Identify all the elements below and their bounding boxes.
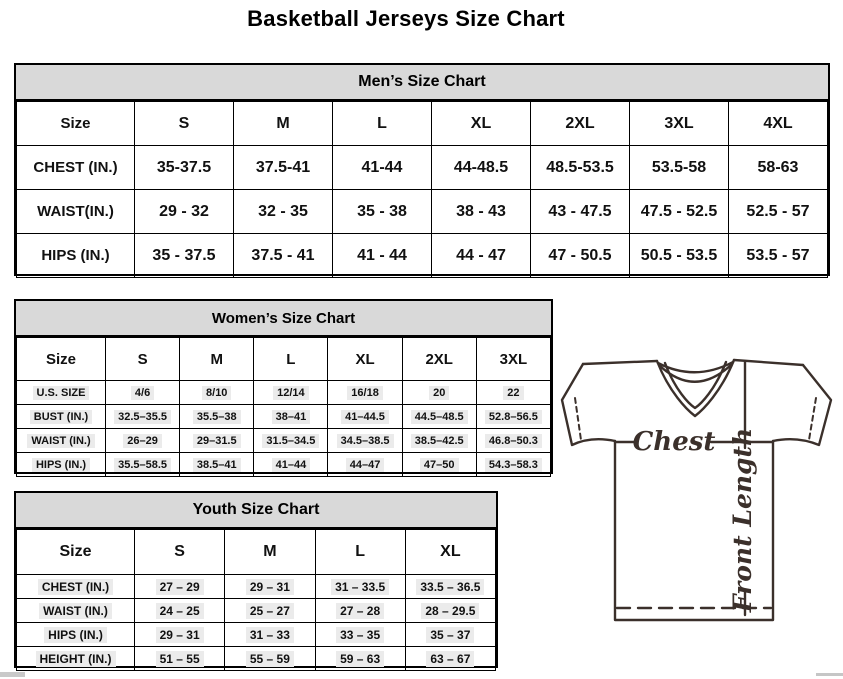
measurement-value-cell: 52.5 - 57 <box>729 190 828 234</box>
measurement-label-cell: U.S. SIZE <box>17 381 106 405</box>
measurement-value-cell: 41-44 <box>333 146 432 190</box>
measurement-value-cell: 16/18 <box>328 381 402 405</box>
measurement-label-cell: WAIST(IN.) <box>17 190 135 234</box>
measurement-value-cell: 53.5-58 <box>630 146 729 190</box>
size-column-header: 2XL <box>531 102 630 146</box>
measurement-row <box>17 599 496 623</box>
measurement-value-cell: 26–29 <box>106 429 180 453</box>
measurement-row <box>17 429 551 453</box>
measurement-value-cell: 33 – 35 <box>315 623 405 647</box>
measurement-value-cell: 47 - 50.5 <box>531 234 630 278</box>
measurement-value-cell: 38 - 43 <box>432 190 531 234</box>
measurement-value-cell: 59 – 63 <box>315 647 405 671</box>
measurement-value-cell: 47.5 - 52.5 <box>630 190 729 234</box>
measurement-value-cell: 41 - 44 <box>333 234 432 278</box>
measurement-label-cell: WAIST (IN.) <box>17 429 106 453</box>
measurement-value-cell: 34.5–38.5 <box>328 429 402 453</box>
measurement-value-cell: 25 – 27 <box>225 599 315 623</box>
measurement-value-cell: 29 – 31 <box>225 575 315 599</box>
measurement-value-cell: 54.3–58.3 <box>476 453 550 477</box>
womens-size-table <box>16 337 551 477</box>
measurement-label-cell: HIPS (IN.) <box>17 234 135 278</box>
measurement-value-cell: 35.5–58.5 <box>106 453 180 477</box>
womens-size-chart-section <box>14 299 553 474</box>
measurement-row <box>17 381 551 405</box>
measurement-value-cell: 52.8–56.5 <box>476 405 550 429</box>
size-column-header: S <box>135 530 225 575</box>
measurement-value-cell: 44-48.5 <box>432 146 531 190</box>
measurement-value-cell: 41–44.5 <box>328 405 402 429</box>
measurement-value-cell: 27 – 29 <box>135 575 225 599</box>
measurement-label-cell: HEIGHT (IN.) <box>17 647 135 671</box>
measurement-value-cell: 35.5–38 <box>180 405 254 429</box>
measurement-row <box>17 623 496 647</box>
cuff-seam-dashed-left <box>575 398 581 440</box>
measurement-value-cell: 38.5–41 <box>180 453 254 477</box>
measurement-value-cell: 44–47 <box>328 453 402 477</box>
size-column-header: XL <box>328 338 402 381</box>
measurement-value-cell: 12/14 <box>254 381 328 405</box>
measurement-value-cell: 53.5 - 57 <box>729 234 828 278</box>
scrollbar-fragment-right <box>816 673 843 676</box>
measurement-row <box>17 190 828 234</box>
measurement-value-cell: 31.5–34.5 <box>254 429 328 453</box>
measurement-value-cell: 27 – 28 <box>315 599 405 623</box>
measurement-value-cell: 51 – 55 <box>135 647 225 671</box>
measurement-label-cell: WAIST (IN.) <box>17 599 135 623</box>
youth-size-chart-title: Youth Size Chart <box>16 493 496 529</box>
measurement-value-cell: 4/6 <box>106 381 180 405</box>
measurement-value-cell: 29–31.5 <box>180 429 254 453</box>
size-column-header: 2XL <box>402 338 476 381</box>
measurement-value-cell: 35 – 37 <box>405 623 495 647</box>
measurement-label-cell: BUST (IN.) <box>17 405 106 429</box>
measurement-value-cell: 32 - 35 <box>234 190 333 234</box>
measurement-value-cell: 31 – 33.5 <box>315 575 405 599</box>
size-column-header: M <box>180 338 254 381</box>
size-column-header: XL <box>405 530 495 575</box>
size-column-header: L <box>254 338 328 381</box>
measurement-value-cell: 50.5 - 53.5 <box>630 234 729 278</box>
measurement-value-cell: 37.5-41 <box>234 146 333 190</box>
measurement-value-cell: 20 <box>402 381 476 405</box>
measurement-row <box>17 647 496 671</box>
measurement-value-cell: 44 - 47 <box>432 234 531 278</box>
measurement-value-cell: 35 - 38 <box>333 190 432 234</box>
measurement-value-cell: 32.5–35.5 <box>106 405 180 429</box>
size-column-header: S <box>106 338 180 381</box>
measurement-label-cell: CHEST (IN.) <box>17 575 135 599</box>
jersey-right-sleeve <box>773 365 831 445</box>
measurement-value-cell: 29 – 31 <box>135 623 225 647</box>
measurement-value-cell: 37.5 - 41 <box>234 234 333 278</box>
measurement-value-cell: 47–50 <box>402 453 476 477</box>
measurement-value-cell: 44.5–48.5 <box>402 405 476 429</box>
size-corner-header: Size <box>17 338 106 381</box>
size-column-header: XL <box>432 102 531 146</box>
measurement-row <box>17 405 551 429</box>
size-column-header: M <box>225 530 315 575</box>
chest-label: Chest <box>632 427 716 457</box>
measurement-value-cell: 24 – 25 <box>135 599 225 623</box>
size-column-header: L <box>315 530 405 575</box>
youth-size-chart-section <box>14 491 498 668</box>
jersey-left-sleeve <box>562 364 615 445</box>
size-header-row <box>17 338 551 381</box>
size-corner-header: Size <box>17 102 135 146</box>
jersey-diagram-svg <box>551 352 843 630</box>
measurement-row <box>17 234 828 278</box>
measurement-row <box>17 146 828 190</box>
jersey-measurement-diagram <box>551 352 843 630</box>
measurement-value-cell: 58-63 <box>729 146 828 190</box>
size-column-header: 4XL <box>729 102 828 146</box>
page-title: Basketball Jerseys Size Chart <box>247 6 565 31</box>
measurement-value-cell: 8/10 <box>180 381 254 405</box>
measurement-value-cell: 22 <box>476 381 550 405</box>
measurement-value-cell: 29 - 32 <box>135 190 234 234</box>
jersey-shoulders <box>583 360 803 365</box>
size-column-header: M <box>234 102 333 146</box>
measurement-value-cell: 38–41 <box>254 405 328 429</box>
size-header-row <box>17 102 828 146</box>
cuff-seam-dashed-right <box>809 398 816 440</box>
measurement-value-cell: 63 – 67 <box>405 647 495 671</box>
measurement-value-cell: 55 – 59 <box>225 647 315 671</box>
womens-size-chart-title: Women’s Size Chart <box>16 301 551 337</box>
mens-size-table <box>16 101 828 278</box>
size-column-header: S <box>135 102 234 146</box>
front-length-label: Front Length <box>728 427 757 613</box>
measurement-value-cell: 35 - 37.5 <box>135 234 234 278</box>
size-column-header: L <box>333 102 432 146</box>
mens-size-chart-section <box>14 63 830 276</box>
measurement-value-cell: 43 - 47.5 <box>531 190 630 234</box>
mens-size-chart-title: Men’s Size Chart <box>16 65 828 101</box>
measurement-value-cell: 41–44 <box>254 453 328 477</box>
measurement-value-cell: 35-37.5 <box>135 146 234 190</box>
measurement-label-cell: CHEST (IN.) <box>17 146 135 190</box>
measurement-value-cell: 48.5-53.5 <box>531 146 630 190</box>
measurement-value-cell: 31 – 33 <box>225 623 315 647</box>
size-corner-header: Size <box>17 530 135 575</box>
measurement-value-cell: 46.8–50.3 <box>476 429 550 453</box>
measurement-row <box>17 453 551 477</box>
measurement-label-cell: HIPS (IN.) <box>17 623 135 647</box>
measurement-row <box>17 575 496 599</box>
size-header-row <box>17 530 496 575</box>
size-column-header: 3XL <box>476 338 550 381</box>
measurement-value-cell: 38.5–42.5 <box>402 429 476 453</box>
measurement-label-cell: HIPS (IN.) <box>17 453 106 477</box>
scrollbar-fragment-left <box>0 672 25 677</box>
measurement-value-cell: 28 – 29.5 <box>405 599 495 623</box>
size-column-header: 3XL <box>630 102 729 146</box>
measurement-value-cell: 33.5 – 36.5 <box>405 575 495 599</box>
youth-size-table <box>16 529 496 671</box>
